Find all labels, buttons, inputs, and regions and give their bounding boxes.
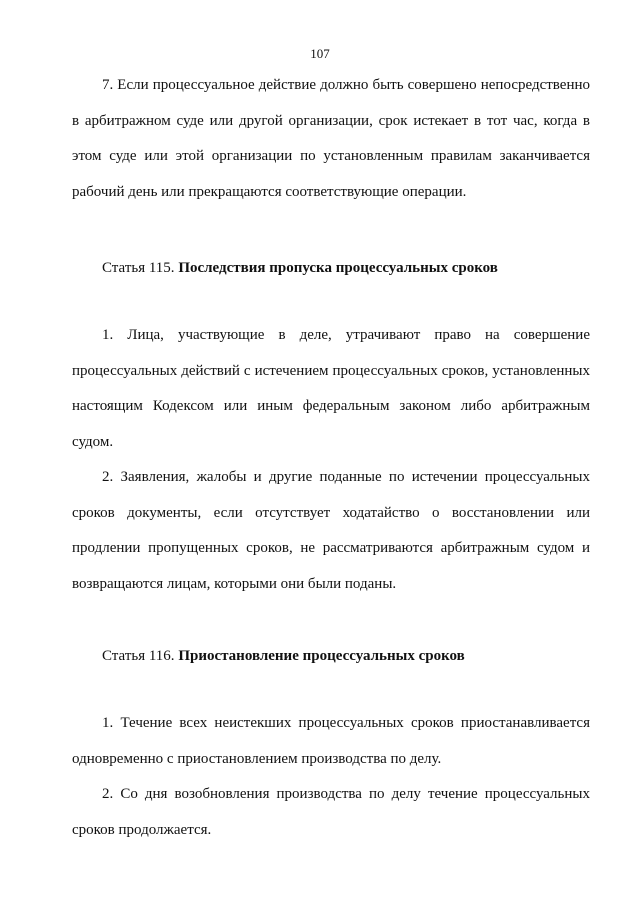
paragraph-7: 7. Если процессуальное действие должно быть совершено непосредственно в арбитражном суде или другой организации, срок истекает в тот час, когда в этом суде или этой организации по установленным правилам заканчивается рабочий день или прекращаются соответствующие операции.	[72, 77, 590, 200]
article-116-label: Статья 116.	[102, 648, 175, 664]
article-115-title: Последствия пропуска процессуальных сроков	[178, 260, 498, 276]
page-number: 107	[310, 46, 330, 61]
article-116-heading	[102, 646, 602, 666]
article-116-paragraph-2: 2. Со дня возобновления производства по делу течение процессуальных сроков продолжается.	[72, 786, 590, 838]
article-115-paragraph-2: 2. Заявления, жалобы и другие поданные по истечении процессуальных сроков документы, если отсутствует ходатайство о восстановлении или продлении пропущенных сроков, не рассматриваются арбитражным судом и возвращаются лицам, которыми они были поданы.	[72, 469, 590, 592]
article-115-paragraph-1: 1. Лица, участвующие в деле, утрачивают право на совершение процессуальных действий с истечением процессуальных сроков, установленных настоящим Кодексом или иным федеральным законом либо арбитражным судом.	[72, 327, 590, 450]
article-116-paragraph-1: 1. Течение всех неистекших процессуальных сроков приостанавливается одновременно с приостановлением производства по делу.	[72, 715, 590, 767]
article-116-title: Приостановление процессуальных сроков	[178, 648, 465, 664]
article-115-heading	[102, 258, 602, 278]
article-115-label: Статья 115.	[102, 260, 175, 276]
